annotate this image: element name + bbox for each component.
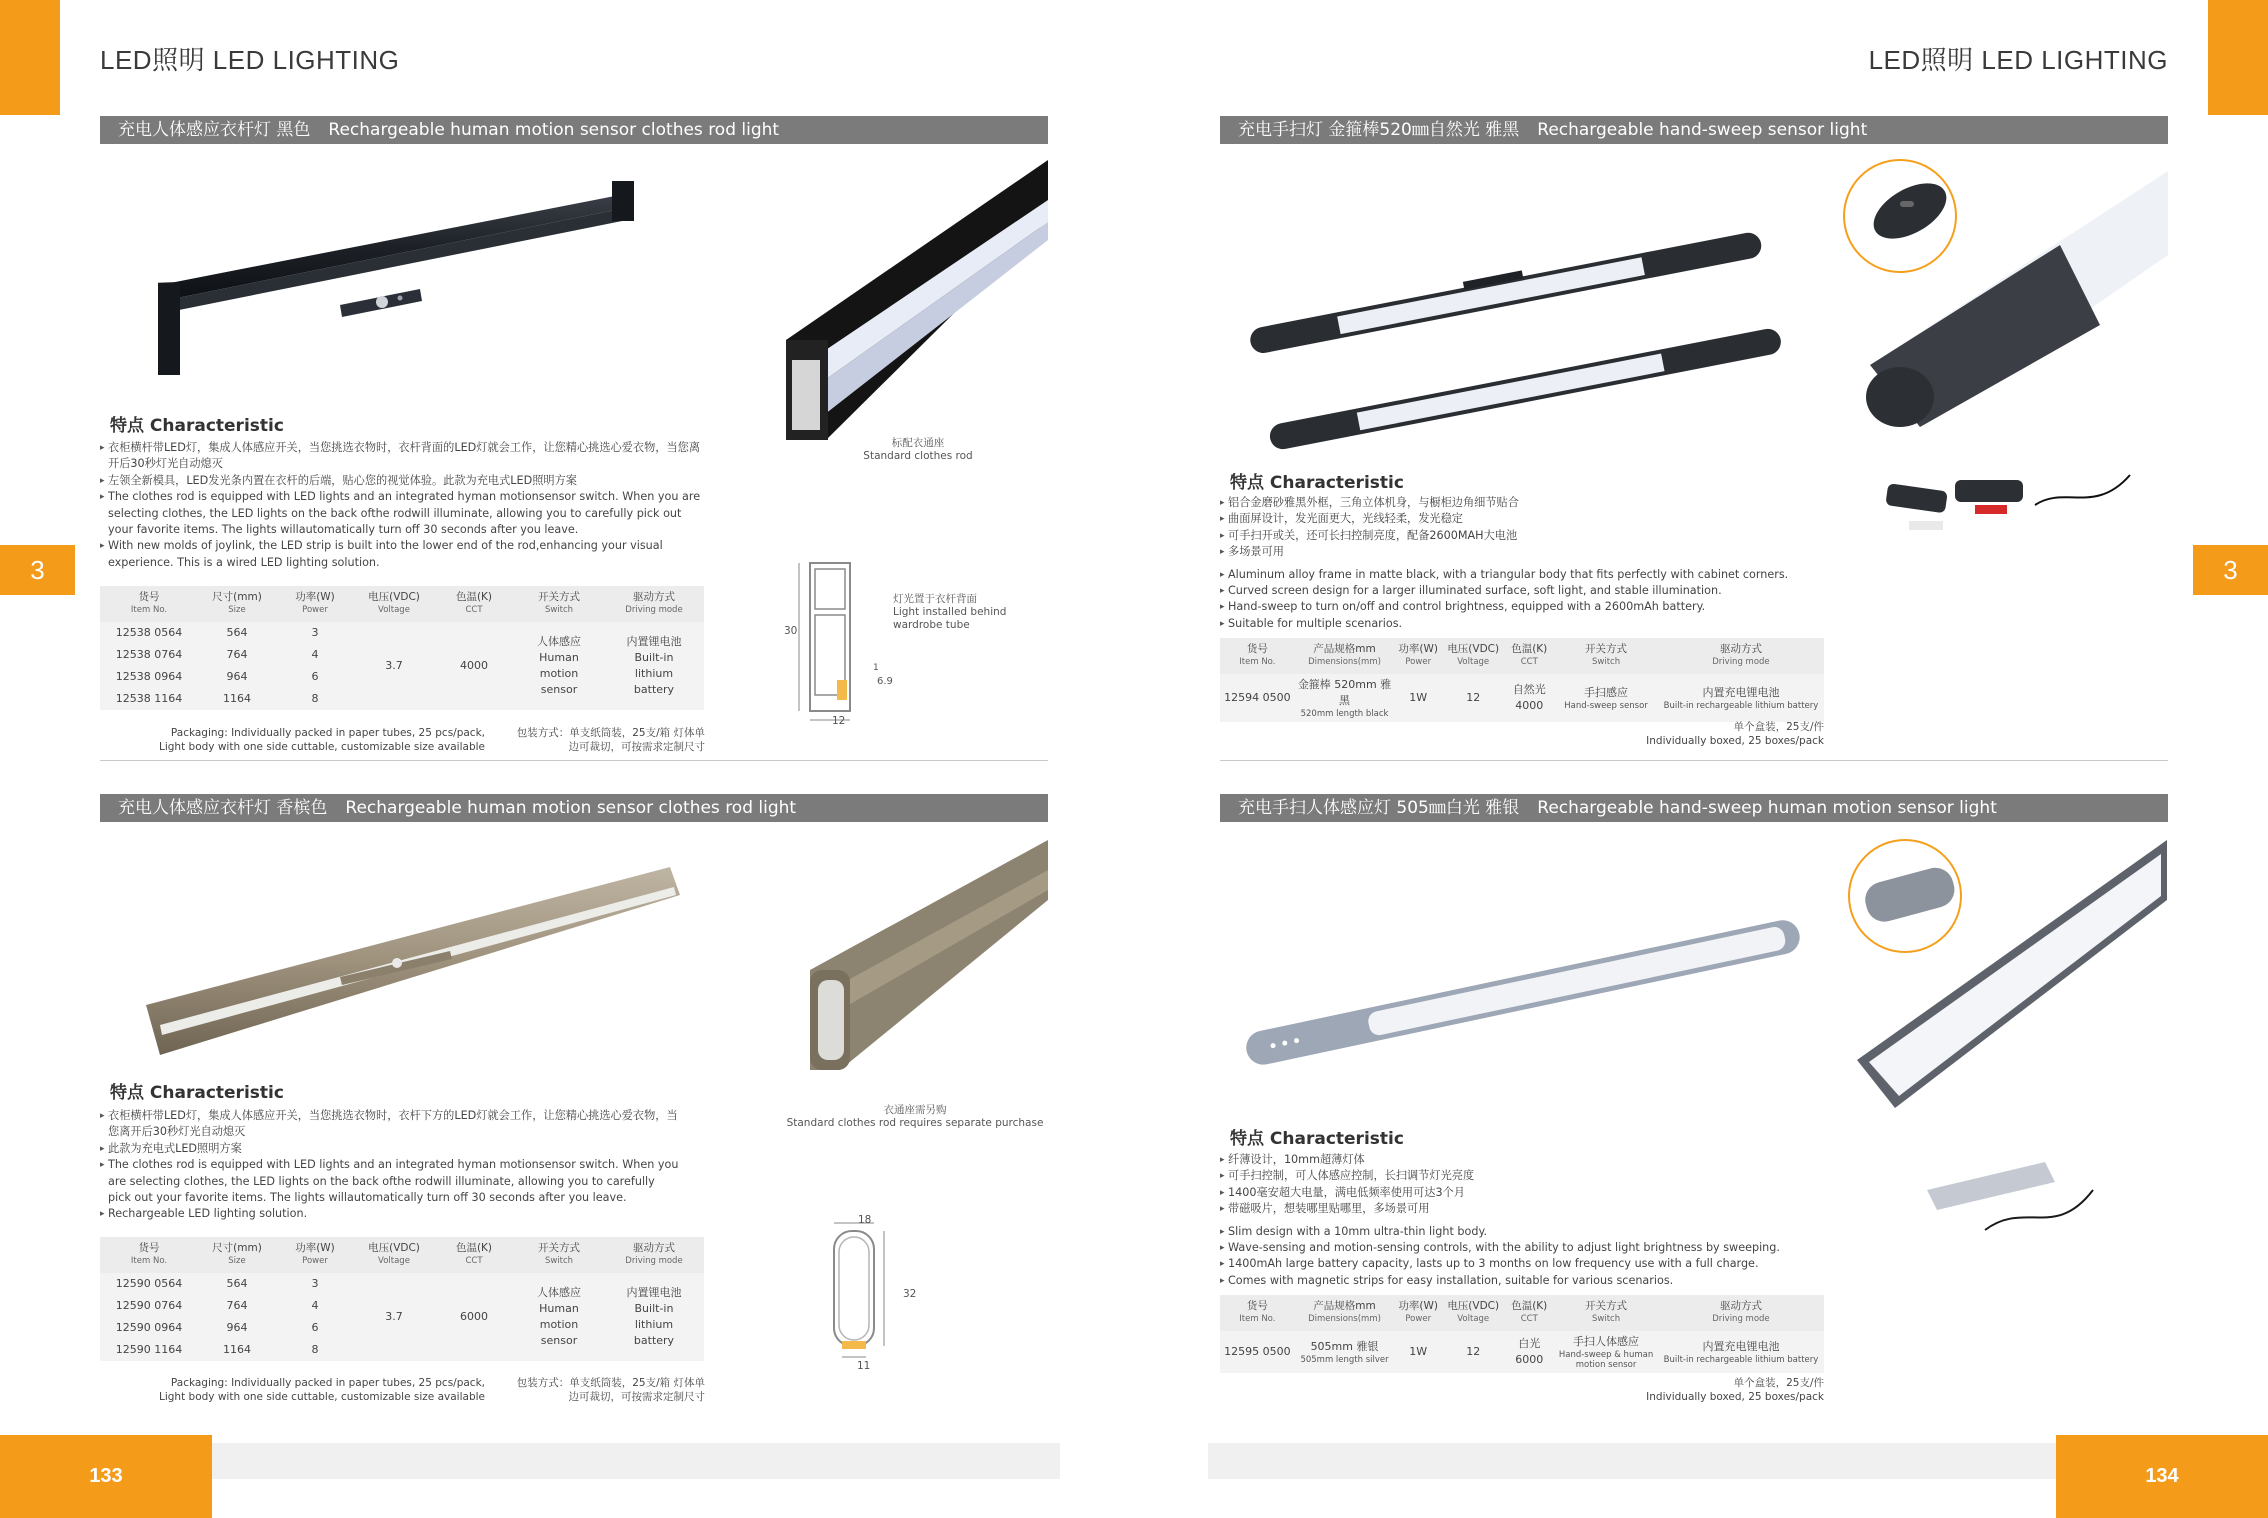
packaging-cn-s3: 包装方式：单支纸筒装，25支/箱 灯体单边可裁切，可按需求定制尺寸 bbox=[516, 1377, 705, 1403]
section-title-en: Rechargeable hand-sweep sensor light bbox=[1537, 120, 1868, 140]
packaging-s4 bbox=[1560, 1376, 1824, 1404]
cross-section-drawing-s3 bbox=[820, 1215, 910, 1365]
cell-driving: 内置锂电池 Built-in lithium battery bbox=[604, 622, 704, 710]
cell-power: 3 bbox=[276, 622, 354, 644]
drawing-label-en: Light installed behind wardrobe tube bbox=[893, 606, 1007, 631]
cell-item: 12590 1164 bbox=[100, 1339, 198, 1361]
cell-power: 8 bbox=[276, 688, 354, 710]
dim-top-s3: 18 bbox=[858, 1214, 872, 1226]
cell-cct: 6000 bbox=[434, 1273, 514, 1361]
cell-dimensions: 金箍棒 520mm 雅黑 520mm length black bbox=[1295, 674, 1395, 722]
th-item: 货号 Item No. bbox=[1220, 638, 1295, 674]
feature-list-s1 bbox=[100, 440, 710, 571]
drawing-label-s1 bbox=[893, 593, 1023, 632]
table-header-row bbox=[1220, 1295, 1824, 1331]
cell-size: 964 bbox=[198, 666, 276, 688]
packaging-en: Individually boxed, 25 boxes/pack bbox=[1646, 735, 1824, 747]
section-bar-s3 bbox=[100, 794, 1048, 822]
product-image-silver-slim bbox=[1235, 900, 1810, 1085]
feature-list-s3 bbox=[100, 1108, 680, 1223]
section-bar-s4 bbox=[1220, 794, 2168, 822]
cell-power: 8 bbox=[276, 1339, 354, 1361]
cell-size: 764 bbox=[198, 1295, 276, 1317]
header-right-tab bbox=[2208, 0, 2268, 115]
section-title-cn: 充电人体感应衣杆灯 香槟色 bbox=[118, 798, 328, 818]
divider-left-top bbox=[100, 760, 1048, 761]
feature-item: ▸ The clothes rod is equipped with LED lights and an integrated hyman motionsensor switch. When you are selecting clothes, the LED lights on the back ofthe rodwill illuminate, allowing you to carefully pick out your favorite items. The lights willautomatically turn off 30 seconds after you leave. bbox=[100, 489, 710, 538]
th-power: 功率(W) Power bbox=[276, 1237, 354, 1273]
page-number-right: 134 bbox=[2056, 1435, 2268, 1518]
table-row bbox=[1220, 1331, 1824, 1373]
packaging-en-s1: Packaging: Individually packed in paper tubes, 25 pcs/pack, Light body with one side cuttable, customizable size available bbox=[158, 727, 485, 753]
cell-item: 12538 0964 bbox=[100, 666, 198, 688]
section-title-cn: 充电人体感应衣杆灯 黑色 bbox=[118, 120, 311, 140]
feature-item: ▸ 多场景可用 bbox=[1220, 544, 1840, 560]
th-power: 功率(W) Power bbox=[1394, 1295, 1442, 1331]
feature-item: ▸ Slim design with a 10mm ultra-thin light body. bbox=[1220, 1224, 1840, 1240]
th-cct: 色温(K) CCT bbox=[434, 586, 514, 622]
packaging-cn: 单个盒装，25支/件 bbox=[1733, 721, 1824, 733]
header-left-tab bbox=[0, 0, 60, 115]
th-item: 货号 Item No. bbox=[100, 1237, 198, 1273]
champagne-profile-render bbox=[790, 840, 1050, 1110]
dim-height-s3: 32 bbox=[903, 1288, 917, 1300]
chapter-tab-left: 3 bbox=[0, 545, 75, 595]
th-dimensions: 产品规格mm Dimensions(mm) bbox=[1295, 1295, 1395, 1331]
feature-item: ▸ The clothes rod is equipped with LED lights and an integrated hyman motionsensor switch. When you are selecting clothes, the LED lights on the back ofthe rodwill illuminate, allowing you to carefully pick out your favorite items. The lights willautomatically turn off 30 seconds after you leave. bbox=[100, 1157, 680, 1206]
table-header-row bbox=[100, 586, 704, 622]
feature-item: ▸ 曲面屏设计，发光面更大，光线轻柔，发光稳定 bbox=[1220, 511, 1840, 527]
cell-power: 4 bbox=[276, 1295, 354, 1317]
cell-power: 1W bbox=[1394, 1331, 1442, 1373]
characteristic-title-s4: 特点 Characteristic bbox=[1230, 1129, 1404, 1149]
cross-section-drawing-s1 bbox=[775, 555, 865, 730]
th-cct: 色温(K) CCT bbox=[1504, 638, 1554, 674]
spec-table-s2 bbox=[1220, 638, 1824, 722]
characteristic-title-s3: 特点 Characteristic bbox=[110, 1083, 284, 1103]
th-cct: 色温(K) CCT bbox=[1504, 1295, 1554, 1331]
th-driving: 驱动方式 Driving mode bbox=[1658, 638, 1824, 674]
th-switch: 开关方式 Switch bbox=[514, 586, 604, 622]
dim-thin-s1: 1 bbox=[873, 663, 879, 673]
product-image-champagne-rod bbox=[140, 855, 685, 1055]
feature-item: ▸ 衣柜横杆带LED灯，集成人体感应开关，当您挑选衣物时，衣杆下方的LED灯就会工作，让您精心挑选心爱衣物，当您离开后30秒灯光自动熄灭 bbox=[100, 1108, 680, 1141]
th-item: 货号 Item No. bbox=[100, 586, 198, 622]
th-driving: 驱动方式 Driving mode bbox=[604, 1237, 704, 1273]
rod-caption-s3 bbox=[785, 1104, 1045, 1130]
feature-item: ▸ Hand-sweep to turn on/off and control brightness, equipped with a 2600mAh battery. bbox=[1220, 599, 1840, 615]
th-voltage: 电压(VDC) Voltage bbox=[354, 586, 434, 622]
table-row bbox=[1220, 674, 1824, 722]
cell-switch: 人体感应 Human motion sensor bbox=[514, 622, 604, 710]
cell-voltage: 3.7 bbox=[354, 1273, 434, 1361]
feature-list-s2 bbox=[1220, 495, 1840, 632]
footer-strip-left bbox=[210, 1443, 1060, 1479]
cell-size: 1164 bbox=[198, 1339, 276, 1361]
cell-cct: 白光 6000 bbox=[1504, 1331, 1554, 1373]
spec-table-s1 bbox=[100, 586, 704, 710]
cell-power: 1W bbox=[1394, 674, 1442, 722]
cell-driving: 内置充电锂电池 Built-in rechargeable lithium battery bbox=[1658, 1331, 1824, 1373]
feature-item: ▸ Rechargeable LED lighting solution. bbox=[100, 1206, 680, 1222]
rod-caption-cn: 衣通座需另购 bbox=[883, 1104, 947, 1116]
feature-item: ▸ 可手扫控制，可人体感应控制，长扫调节灯光亮度 bbox=[1220, 1168, 1840, 1184]
cell-size: 564 bbox=[198, 622, 276, 644]
cell-driving: 内置充电锂电池 Built-in rechargeable lithium battery bbox=[1658, 674, 1824, 722]
th-switch: 开关方式 Switch bbox=[1554, 638, 1658, 674]
th-size: 尺寸(mm) Size bbox=[198, 586, 276, 622]
rod-caption-en: Standard clothes rod requires separate purchase bbox=[786, 1117, 1044, 1129]
cell-item: 12538 1164 bbox=[100, 688, 198, 710]
feature-item: ▸ 可手扫开或关，还可长扫控制亮度，配备2600MAH大电池 bbox=[1220, 528, 1840, 544]
table-header-row bbox=[100, 1237, 704, 1273]
th-driving: 驱动方式 Driving mode bbox=[1658, 1295, 1824, 1331]
feature-item: ▸ 带磁吸片，想装哪里贴哪里，多场景可用 bbox=[1220, 1201, 1840, 1217]
rod-caption-cn: 标配衣通座 bbox=[891, 437, 945, 449]
cell-switch: 手扫感应 Hand-sweep sensor bbox=[1554, 674, 1658, 722]
page-number-left: 133 bbox=[0, 1435, 212, 1518]
section-bar-s1 bbox=[100, 116, 1048, 144]
spec-table-s3 bbox=[100, 1237, 704, 1361]
dim-width-s1: 12 bbox=[832, 715, 846, 727]
th-voltage: 电压(VDC) Voltage bbox=[1442, 1295, 1504, 1331]
rod-caption-en: Standard clothes rod bbox=[863, 450, 973, 462]
packaging-en: Individually boxed, 25 boxes/pack bbox=[1646, 1391, 1824, 1403]
cell-power: 3 bbox=[276, 1273, 354, 1295]
th-switch: 开关方式 Switch bbox=[1554, 1295, 1658, 1331]
section-title-en: Rechargeable human motion sensor clothes rod light bbox=[328, 120, 780, 140]
packaging-s2 bbox=[1560, 720, 1824, 748]
th-item: 货号 Item No. bbox=[1220, 1295, 1295, 1331]
cell-cct: 自然光 4000 bbox=[1504, 674, 1554, 722]
section-title-en: Rechargeable hand-sweep human motion sensor light bbox=[1537, 798, 1997, 818]
packaging-cn-s1: 包装方式：单支纸筒装，25支/箱 灯体单边可裁切，可按需求定制尺寸 bbox=[516, 727, 705, 753]
cell-cct: 4000 bbox=[434, 622, 514, 710]
th-dimensions: 产品规格mm Dimensions(mm) bbox=[1295, 638, 1395, 674]
table-row bbox=[100, 622, 704, 644]
section-title-cn: 充电手扫人体感应灯 505㎜白光 雅银 bbox=[1238, 798, 1520, 818]
th-voltage: 电压(VDC) Voltage bbox=[1442, 638, 1504, 674]
feature-item: ▸ 铝合金磨砂雅黑外框，三角立体机身，与橱柜边角细节贴合 bbox=[1220, 495, 1840, 511]
cell-item: 12590 0764 bbox=[100, 1295, 198, 1317]
cell-size: 1164 bbox=[198, 688, 276, 710]
th-driving: 驱动方式 Driving mode bbox=[604, 586, 704, 622]
th-size: 尺寸(mm) Size bbox=[198, 1237, 276, 1273]
feature-item: ▸ Suitable for multiple scenarios. bbox=[1220, 616, 1840, 632]
drawing-label-cn: 灯光置于衣杆背面 bbox=[893, 593, 977, 605]
th-power: 功率(W) Power bbox=[1394, 638, 1442, 674]
feature-item: ▸ Comes with magnetic strips for easy installation, suitable for various scenarios. bbox=[1220, 1273, 1840, 1289]
footer-strip-right bbox=[1208, 1443, 2058, 1479]
feature-item: ▸ 1400mAh large battery capacity, lasts up to 3 months on low frequency use with a full charge. bbox=[1220, 1256, 1840, 1272]
feature-item: ▸ With new molds of joylink, the LED strip is built into the lower end of the rod,enhancing your visual experience. This is a wired LED lighting solution. bbox=[100, 538, 710, 571]
product-image-black-wand bbox=[1235, 228, 1795, 458]
th-cct: 色温(K) CCT bbox=[434, 1237, 514, 1273]
accessories-image-s2 bbox=[1885, 465, 2135, 545]
cell-item: 12590 0964 bbox=[100, 1317, 198, 1339]
dim-bottom-s3: 11 bbox=[857, 1360, 871, 1372]
section-title-en: Rechargeable human motion sensor clothes rod light bbox=[345, 798, 797, 818]
cell-switch: 人体感应 Human motion sensor bbox=[514, 1273, 604, 1361]
dim-height-s1: 30 bbox=[784, 625, 798, 637]
cell-switch: 手扫人体感应 Hand-sweep & human motion sensor bbox=[1554, 1331, 1658, 1373]
packaging-cn: 单个盒装，25支/件 bbox=[1733, 1377, 1824, 1389]
characteristic-title-s2: 特点 Characteristic bbox=[1230, 473, 1404, 493]
cell-power: 6 bbox=[276, 666, 354, 688]
cell-item: 12538 0764 bbox=[100, 644, 198, 666]
divider-right-top bbox=[1220, 760, 2168, 761]
feature-item: ▸ 纤薄设计，10mm超薄灯体 bbox=[1220, 1152, 1840, 1168]
table-header-row bbox=[1220, 638, 1824, 674]
header-right-title: LED照明 LED LIGHTING bbox=[1868, 45, 2168, 75]
cell-voltage: 12 bbox=[1442, 1331, 1504, 1373]
cell-item: 12538 0564 bbox=[100, 622, 198, 644]
rod-caption bbox=[838, 437, 998, 463]
section-title-cn: 充电手扫灯 金箍棒520㎜自然光 雅黑 bbox=[1238, 120, 1520, 140]
dim-small-s1: 6.9 bbox=[877, 676, 893, 687]
spec-table-s4 bbox=[1220, 1295, 1824, 1373]
feature-item: ▸ 此款为充电式LED照明方案 bbox=[100, 1141, 680, 1157]
th-switch: 开关方式 Switch bbox=[514, 1237, 604, 1273]
chapter-tab-right: 3 bbox=[2193, 545, 2268, 595]
feature-item: ▸ 1400毫安超大电量，满电低频率使用可达3个月 bbox=[1220, 1185, 1840, 1201]
feature-item: ▸ Wave-sensing and motion-sensing controls, with the ability to adjust light brightness by sweeping. bbox=[1220, 1240, 1840, 1256]
cell-size: 964 bbox=[198, 1317, 276, 1339]
table-row bbox=[100, 1273, 704, 1295]
characteristic-title-s1: 特点 Characteristic bbox=[110, 416, 284, 436]
rod-profile-render bbox=[786, 160, 1050, 480]
product-angle-render-s4 bbox=[1855, 840, 2170, 1110]
feature-item: ▸ Aluminum alloy frame in matte black, with a triangular body that fits perfectly with cabinet corners. bbox=[1220, 567, 1840, 583]
cell-power: 6 bbox=[276, 1317, 354, 1339]
product-angle-render-s2 bbox=[1860, 165, 2170, 435]
feature-list-s4 bbox=[1220, 1152, 1840, 1289]
th-power: 功率(W) Power bbox=[276, 586, 354, 622]
cell-voltage: 3.7 bbox=[354, 622, 434, 710]
feature-item: ▸ 左领全新模具，LED发光条内置在衣杆的后端，贴心您的视觉体验。此款为充电式LED照明方案 bbox=[100, 473, 710, 489]
cell-voltage: 12 bbox=[1442, 674, 1504, 722]
feature-item: ▸ 衣柜横杆带LED灯，集成人体感应开关，当您挑选衣物时，衣杆背面的LED灯就会工作，让您精心挑选心爱衣物，当您离开后30秒灯光自动熄灭 bbox=[100, 440, 710, 473]
packaging-en-s3: Packaging: Individually packed in paper tubes, 25 pcs/pack, Light body with one side cuttable, customizable size available bbox=[158, 1377, 485, 1403]
th-voltage: 电压(VDC) Voltage bbox=[354, 1237, 434, 1273]
cell-size: 764 bbox=[198, 644, 276, 666]
cell-driving: 内置锂电池 Built-in lithium battery bbox=[604, 1273, 704, 1361]
cell-item: 12595 0500 bbox=[1220, 1331, 1295, 1373]
cell-item: 12594 0500 bbox=[1220, 674, 1295, 722]
product-image-black-rod bbox=[150, 175, 670, 375]
cell-size: 564 bbox=[198, 1273, 276, 1295]
cell-dimensions: 505mm 雅银 505mm length silver bbox=[1295, 1331, 1395, 1373]
header-left-title: LED照明 LED LIGHTING bbox=[100, 45, 400, 75]
cell-item: 12590 0564 bbox=[100, 1273, 198, 1295]
feature-item: ▸ Curved screen design for a larger illuminated surface, soft light, and stable illumination. bbox=[1220, 583, 1840, 599]
accessories-image-s4 bbox=[1925, 1160, 2095, 1245]
cell-power: 4 bbox=[276, 644, 354, 666]
section-bar-s2 bbox=[1220, 116, 2168, 144]
